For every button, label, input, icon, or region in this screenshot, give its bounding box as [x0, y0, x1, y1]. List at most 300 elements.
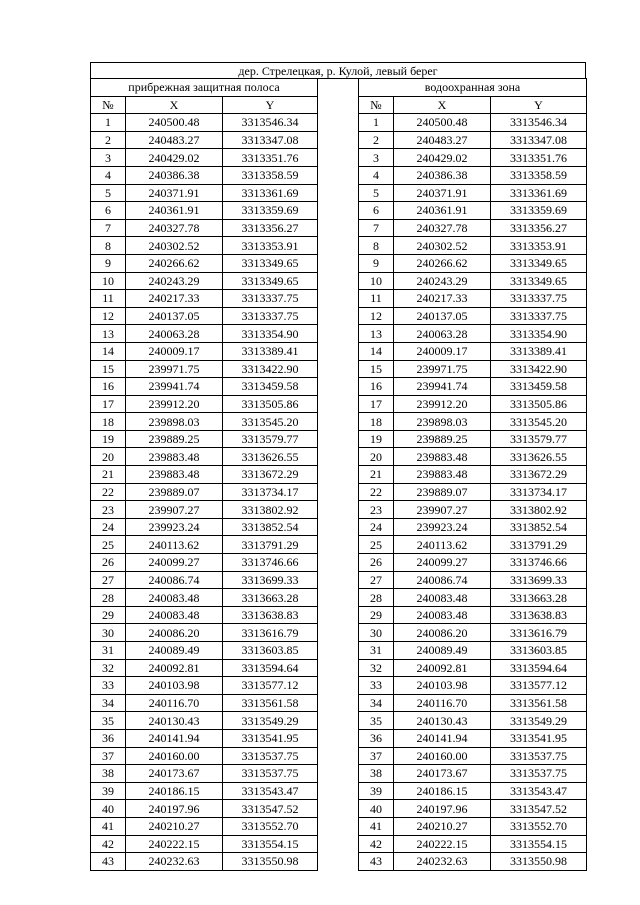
coordinate-y-cell: 3313663.28	[223, 589, 318, 607]
table-row	[359, 782, 587, 800]
coordinate-x-cell: 240327.78	[394, 219, 491, 237]
coordinate-y-cell: 3313734.17	[491, 483, 587, 501]
coordinate-x-cell: 240092.81	[126, 659, 223, 677]
point-number-cell: 3	[359, 149, 394, 167]
coordinate-x-cell: 239907.27	[126, 501, 223, 519]
point-number-cell: 4	[359, 166, 394, 184]
coordinate-y-cell: 3313699.33	[491, 571, 587, 589]
point-number-cell: 17	[91, 395, 126, 413]
coordinate-y-cell: 3313349.65	[491, 254, 587, 272]
coordinate-y-cell: 3313358.59	[223, 166, 318, 184]
point-number-cell: 36	[359, 729, 394, 747]
coordinate-x-cell: 240222.15	[394, 835, 491, 853]
coordinate-x-cell: 239971.75	[394, 360, 491, 378]
coordinate-y-cell: 3313505.86	[223, 395, 318, 413]
table-row	[91, 642, 318, 660]
table-row	[359, 589, 587, 607]
point-number-cell: 42	[359, 835, 394, 853]
coordinate-y-cell: 3313543.47	[223, 782, 318, 800]
coordinate-x-cell: 240197.96	[394, 800, 491, 818]
coordinate-x-cell: 240086.74	[394, 571, 491, 589]
table-row	[359, 430, 587, 448]
coordinate-x-cell: 239883.48	[126, 448, 223, 466]
coordinate-y-cell: 3313791.29	[491, 536, 587, 554]
coordinate-y-cell: 3313852.54	[491, 518, 587, 536]
water-protection-zone-table	[358, 78, 587, 871]
table-row	[91, 114, 318, 132]
coordinate-y-cell: 3313541.95	[491, 729, 587, 747]
coordinate-x-cell: 240009.17	[126, 342, 223, 360]
coordinate-y-cell: 3313554.15	[491, 835, 587, 853]
coordinate-y-cell: 3313552.70	[223, 817, 318, 835]
table-row	[91, 254, 318, 272]
point-number-cell: 11	[91, 290, 126, 308]
point-number-cell: 33	[91, 677, 126, 695]
coordinate-y-cell: 3313547.52	[491, 800, 587, 818]
coordinate-x-cell: 240063.28	[126, 325, 223, 343]
coordinate-y-cell: 3313537.75	[491, 765, 587, 783]
point-number-cell: 37	[91, 747, 126, 765]
table-row	[359, 307, 587, 325]
table-row	[91, 729, 318, 747]
coordinate-y-cell: 3313351.76	[491, 149, 587, 167]
coordinate-x-cell: 240232.63	[126, 853, 223, 871]
coordinate-y-cell: 3313351.76	[223, 149, 318, 167]
table-row	[91, 536, 318, 554]
point-number-cell: 12	[91, 307, 126, 325]
point-number-cell: 42	[91, 835, 126, 853]
coordinate-x-cell: 240302.52	[126, 237, 223, 255]
table-row	[359, 536, 587, 554]
coordinate-y-cell: 3313353.91	[223, 237, 318, 255]
point-number-cell: 30	[91, 624, 126, 642]
coordinate-x-cell: 239898.03	[394, 413, 491, 431]
coordinate-y-cell: 3313802.92	[491, 501, 587, 519]
point-number-cell: 33	[359, 677, 394, 695]
coordinate-x-cell: 240243.29	[126, 272, 223, 290]
coordinate-x-cell: 240160.00	[394, 747, 491, 765]
point-number-cell: 29	[91, 606, 126, 624]
coordinate-x-cell: 240217.33	[126, 290, 223, 308]
document-title: дер. Стрелецкая, р. Кулой, левый берег	[90, 62, 586, 79]
coordinate-x-cell: 240186.15	[394, 782, 491, 800]
table-row	[91, 430, 318, 448]
coordinate-x-cell: 240116.70	[126, 694, 223, 712]
point-number-cell: 19	[359, 430, 394, 448]
table-row	[359, 413, 587, 431]
coordinate-y-cell: 3313546.34	[223, 114, 318, 132]
coordinate-x-cell: 239912.20	[394, 395, 491, 413]
table-row	[359, 378, 587, 396]
table-row	[359, 571, 587, 589]
coordinate-y-cell: 3313672.29	[223, 466, 318, 484]
table-row	[359, 448, 587, 466]
table-row	[91, 202, 318, 220]
coordinate-x-cell: 240099.27	[394, 554, 491, 572]
point-number-cell: 27	[91, 571, 126, 589]
table-row	[91, 554, 318, 572]
point-number-cell: 35	[91, 712, 126, 730]
table-row	[359, 395, 587, 413]
point-number-cell: 10	[359, 272, 394, 290]
table-row	[91, 272, 318, 290]
table-row	[91, 765, 318, 783]
table-row	[359, 712, 587, 730]
coordinate-y-cell: 3313349.65	[491, 272, 587, 290]
table-row	[91, 290, 318, 308]
point-number-cell: 20	[359, 448, 394, 466]
coordinate-x-cell: 239889.25	[394, 430, 491, 448]
coordinate-x-cell: 240137.05	[126, 307, 223, 325]
coordinate-y-cell: 3313802.92	[223, 501, 318, 519]
table-row	[91, 747, 318, 765]
coordinate-x-cell: 240327.78	[126, 219, 223, 237]
coordinate-y-cell: 3313505.86	[491, 395, 587, 413]
coordinate-y-cell: 3313552.70	[491, 817, 587, 835]
column-header-y: Y	[491, 96, 587, 114]
table-row	[359, 325, 587, 343]
coordinate-y-cell: 3313594.64	[491, 659, 587, 677]
coordinate-y-cell: 3313546.34	[491, 114, 587, 132]
point-number-cell: 22	[91, 483, 126, 501]
coordinate-x-cell: 240086.20	[394, 624, 491, 642]
table-row	[359, 237, 587, 255]
coordinate-x-cell: 240083.48	[126, 606, 223, 624]
coordinate-y-cell: 3313561.58	[223, 694, 318, 712]
table-row	[91, 378, 318, 396]
coordinate-x-cell: 240429.02	[126, 149, 223, 167]
coordinate-x-cell: 239883.48	[126, 466, 223, 484]
table-row	[91, 712, 318, 730]
table-row	[91, 782, 318, 800]
table-row	[91, 237, 318, 255]
coordinate-x-cell: 240222.15	[126, 835, 223, 853]
coordinate-y-cell: 3313422.90	[491, 360, 587, 378]
coordinate-x-cell: 240092.81	[394, 659, 491, 677]
coordinate-y-cell: 3313545.20	[223, 413, 318, 431]
coordinate-y-cell: 3313852.54	[223, 518, 318, 536]
coordinate-x-cell: 240386.38	[394, 166, 491, 184]
point-number-cell: 39	[359, 782, 394, 800]
coordinate-x-cell: 239941.74	[126, 378, 223, 396]
point-number-cell: 20	[91, 448, 126, 466]
point-number-cell: 32	[359, 659, 394, 677]
coordinate-y-cell: 3313537.75	[223, 747, 318, 765]
coordinate-y-cell: 3313337.75	[223, 307, 318, 325]
coordinate-x-cell: 239912.20	[126, 395, 223, 413]
table-row	[359, 518, 587, 536]
coordinate-x-cell: 240103.98	[126, 677, 223, 695]
table-row	[91, 483, 318, 501]
coordinate-x-cell: 239883.48	[394, 448, 491, 466]
coordinate-x-cell: 240173.67	[126, 765, 223, 783]
coordinate-y-cell: 3313550.98	[223, 853, 318, 871]
coordinate-y-cell: 3313359.69	[223, 202, 318, 220]
coordinate-y-cell: 3313347.08	[223, 131, 318, 149]
point-number-cell: 3	[91, 149, 126, 167]
coordinate-y-cell: 3313356.27	[223, 219, 318, 237]
point-number-cell: 38	[91, 765, 126, 783]
table-row	[91, 518, 318, 536]
point-number-cell: 41	[91, 817, 126, 835]
coordinate-y-cell: 3313638.83	[223, 606, 318, 624]
coordinate-x-cell: 239907.27	[394, 501, 491, 519]
table-row	[91, 325, 318, 343]
point-number-cell: 23	[359, 501, 394, 519]
point-number-cell: 41	[359, 817, 394, 835]
coordinate-x-cell: 240217.33	[394, 290, 491, 308]
coordinate-x-cell: 240141.94	[394, 729, 491, 747]
table-row	[359, 149, 587, 167]
point-number-cell: 25	[359, 536, 394, 554]
coordinate-y-cell: 3313603.85	[491, 642, 587, 660]
point-number-cell: 2	[91, 131, 126, 149]
point-number-cell: 21	[91, 466, 126, 484]
coordinate-y-cell: 3313354.90	[491, 325, 587, 343]
point-number-cell: 26	[359, 554, 394, 572]
table-row	[91, 413, 318, 431]
coordinate-x-cell: 240483.27	[394, 131, 491, 149]
table-row	[359, 184, 587, 202]
point-number-cell: 22	[359, 483, 394, 501]
point-number-cell: 40	[359, 800, 394, 818]
table-heading: прибрежная защитная полоса	[91, 79, 318, 97]
coordinate-x-cell: 239923.24	[126, 518, 223, 536]
point-number-cell: 8	[359, 237, 394, 255]
coordinate-y-cell: 3313337.75	[491, 307, 587, 325]
coordinate-x-cell: 239971.75	[126, 360, 223, 378]
column-header-x: X	[394, 96, 491, 114]
coordinate-x-cell: 240113.62	[126, 536, 223, 554]
point-number-cell: 5	[359, 184, 394, 202]
table-row	[359, 166, 587, 184]
table-row	[91, 835, 318, 853]
coordinate-x-cell: 240063.28	[394, 325, 491, 343]
point-number-cell: 40	[91, 800, 126, 818]
coordinate-x-cell: 239898.03	[126, 413, 223, 431]
point-number-cell: 39	[91, 782, 126, 800]
coordinate-y-cell: 3313549.29	[223, 712, 318, 730]
table-row	[359, 360, 587, 378]
point-number-cell: 1	[359, 114, 394, 132]
point-number-cell: 24	[359, 518, 394, 536]
point-number-cell: 28	[359, 589, 394, 607]
point-number-cell: 1	[91, 114, 126, 132]
point-number-cell: 43	[91, 853, 126, 871]
table-row	[359, 342, 587, 360]
coordinate-y-cell: 3313537.75	[223, 765, 318, 783]
coordinate-x-cell: 240232.63	[394, 853, 491, 871]
column-header-x: X	[126, 96, 223, 114]
table-row	[91, 342, 318, 360]
coordinate-y-cell: 3313349.65	[223, 272, 318, 290]
coordinate-x-cell: 240103.98	[394, 677, 491, 695]
table-row	[359, 254, 587, 272]
coordinate-y-cell: 3313547.52	[223, 800, 318, 818]
table-row	[359, 606, 587, 624]
coordinate-x-cell: 239889.25	[126, 430, 223, 448]
table-row	[91, 624, 318, 642]
coordinate-x-cell: 240266.62	[126, 254, 223, 272]
table-heading: водоохранная зона	[359, 79, 587, 97]
point-number-cell: 36	[91, 729, 126, 747]
coordinate-y-cell: 3313337.75	[223, 290, 318, 308]
table-row	[359, 800, 587, 818]
coordinate-y-cell: 3313459.58	[491, 378, 587, 396]
table-row	[91, 307, 318, 325]
coordinate-x-cell: 240089.49	[394, 642, 491, 660]
coordinate-y-cell: 3313579.77	[491, 430, 587, 448]
coordinate-y-cell: 3313356.27	[491, 219, 587, 237]
coordinate-x-cell: 240086.20	[126, 624, 223, 642]
coordinate-x-cell: 240371.91	[394, 184, 491, 202]
table-row	[359, 554, 587, 572]
coordinate-y-cell: 3313734.17	[223, 483, 318, 501]
point-number-cell: 30	[359, 624, 394, 642]
table-row	[359, 642, 587, 660]
coordinate-x-cell: 239883.48	[394, 466, 491, 484]
tables-area	[90, 79, 586, 869]
coordinate-x-cell: 240083.48	[394, 589, 491, 607]
table-row	[359, 729, 587, 747]
point-number-cell: 6	[359, 202, 394, 220]
coordinate-x-cell: 240197.96	[126, 800, 223, 818]
point-number-cell: 6	[91, 202, 126, 220]
point-number-cell: 25	[91, 536, 126, 554]
coordinate-y-cell: 3313626.55	[223, 448, 318, 466]
point-number-cell: 17	[359, 395, 394, 413]
coordinate-y-cell: 3313577.12	[491, 677, 587, 695]
coordinate-x-cell: 240361.91	[126, 202, 223, 220]
table-row	[359, 677, 587, 695]
column-header-y: Y	[223, 96, 318, 114]
point-number-cell: 35	[359, 712, 394, 730]
coordinate-y-cell: 3313347.08	[491, 131, 587, 149]
coordinate-x-cell: 240089.49	[126, 642, 223, 660]
table-row	[359, 272, 587, 290]
point-number-cell: 13	[359, 325, 394, 343]
coordinate-y-cell: 3313746.66	[491, 554, 587, 572]
table-row	[359, 817, 587, 835]
coordinate-x-cell: 240009.17	[394, 342, 491, 360]
coordinate-x-cell: 240500.48	[126, 114, 223, 132]
point-number-cell: 37	[359, 747, 394, 765]
point-number-cell: 7	[359, 219, 394, 237]
point-number-cell: 9	[359, 254, 394, 272]
table-row	[91, 219, 318, 237]
point-number-cell: 29	[359, 606, 394, 624]
coordinate-y-cell: 3313554.15	[223, 835, 318, 853]
coordinate-y-cell: 3313791.29	[223, 536, 318, 554]
coordinate-x-cell: 240210.27	[126, 817, 223, 835]
point-number-cell: 14	[91, 342, 126, 360]
table-row	[359, 624, 587, 642]
point-number-cell: 31	[91, 642, 126, 660]
coordinate-y-cell: 3313337.75	[491, 290, 587, 308]
coordinate-y-cell: 3313638.83	[491, 606, 587, 624]
coordinate-y-cell: 3313626.55	[491, 448, 587, 466]
coordinate-x-cell: 239889.07	[126, 483, 223, 501]
point-number-cell: 12	[359, 307, 394, 325]
coordinate-x-cell: 240361.91	[394, 202, 491, 220]
coordinate-y-cell: 3313354.90	[223, 325, 318, 343]
coordinate-x-cell: 240083.48	[394, 606, 491, 624]
coordinate-y-cell: 3313537.75	[491, 747, 587, 765]
coordinate-x-cell: 240302.52	[394, 237, 491, 255]
table-row	[359, 835, 587, 853]
table-row	[91, 360, 318, 378]
coordinate-y-cell: 3313389.41	[223, 342, 318, 360]
coordinate-y-cell: 3313663.28	[491, 589, 587, 607]
point-number-cell: 18	[91, 413, 126, 431]
table-row	[91, 659, 318, 677]
coordinate-y-cell: 3313550.98	[491, 853, 587, 871]
coordinate-x-cell: 240500.48	[394, 114, 491, 132]
point-number-cell: 27	[359, 571, 394, 589]
coordinate-x-cell: 239889.07	[394, 483, 491, 501]
table-row	[91, 694, 318, 712]
coordinate-y-cell: 3313746.66	[223, 554, 318, 572]
coordinate-y-cell: 3313358.59	[491, 166, 587, 184]
point-number-cell: 13	[91, 325, 126, 343]
point-number-cell: 19	[91, 430, 126, 448]
point-number-cell: 2	[359, 131, 394, 149]
coordinate-x-cell: 240266.62	[394, 254, 491, 272]
point-number-cell: 26	[91, 554, 126, 572]
coordinate-y-cell: 3313579.77	[223, 430, 318, 448]
coastal-protection-strip-table	[90, 78, 318, 871]
table-row	[91, 501, 318, 519]
table-row	[91, 800, 318, 818]
point-number-cell: 43	[359, 853, 394, 871]
coordinate-x-cell: 240243.29	[394, 272, 491, 290]
point-number-cell: 16	[359, 378, 394, 396]
point-number-cell: 18	[359, 413, 394, 431]
table-row	[359, 114, 587, 132]
point-number-cell: 4	[91, 166, 126, 184]
coordinate-y-cell: 3313577.12	[223, 677, 318, 695]
coordinate-y-cell: 3313361.69	[491, 184, 587, 202]
coordinate-y-cell: 3313359.69	[491, 202, 587, 220]
table-row	[91, 184, 318, 202]
table-row	[359, 853, 587, 871]
coordinate-x-cell: 239941.74	[394, 378, 491, 396]
coordinate-x-cell: 240483.27	[126, 131, 223, 149]
coordinate-y-cell: 3313459.58	[223, 378, 318, 396]
table-row	[91, 677, 318, 695]
point-number-cell: 15	[359, 360, 394, 378]
table-row	[359, 747, 587, 765]
coordinate-x-cell: 240099.27	[126, 554, 223, 572]
point-number-cell: 10	[91, 272, 126, 290]
coordinate-x-cell: 240130.43	[126, 712, 223, 730]
coordinate-y-cell: 3313549.29	[491, 712, 587, 730]
table-row	[359, 219, 587, 237]
coordinate-y-cell: 3313616.79	[491, 624, 587, 642]
table-row	[91, 589, 318, 607]
coordinate-y-cell: 3313543.47	[491, 782, 587, 800]
table-row	[91, 571, 318, 589]
table-row	[91, 466, 318, 484]
point-number-cell: 34	[91, 694, 126, 712]
point-number-cell: 5	[91, 184, 126, 202]
table-row	[91, 149, 318, 167]
point-number-cell: 9	[91, 254, 126, 272]
column-header-number: №	[359, 96, 394, 114]
coordinate-x-cell: 240210.27	[394, 817, 491, 835]
table-row	[91, 606, 318, 624]
table-row	[91, 817, 318, 835]
